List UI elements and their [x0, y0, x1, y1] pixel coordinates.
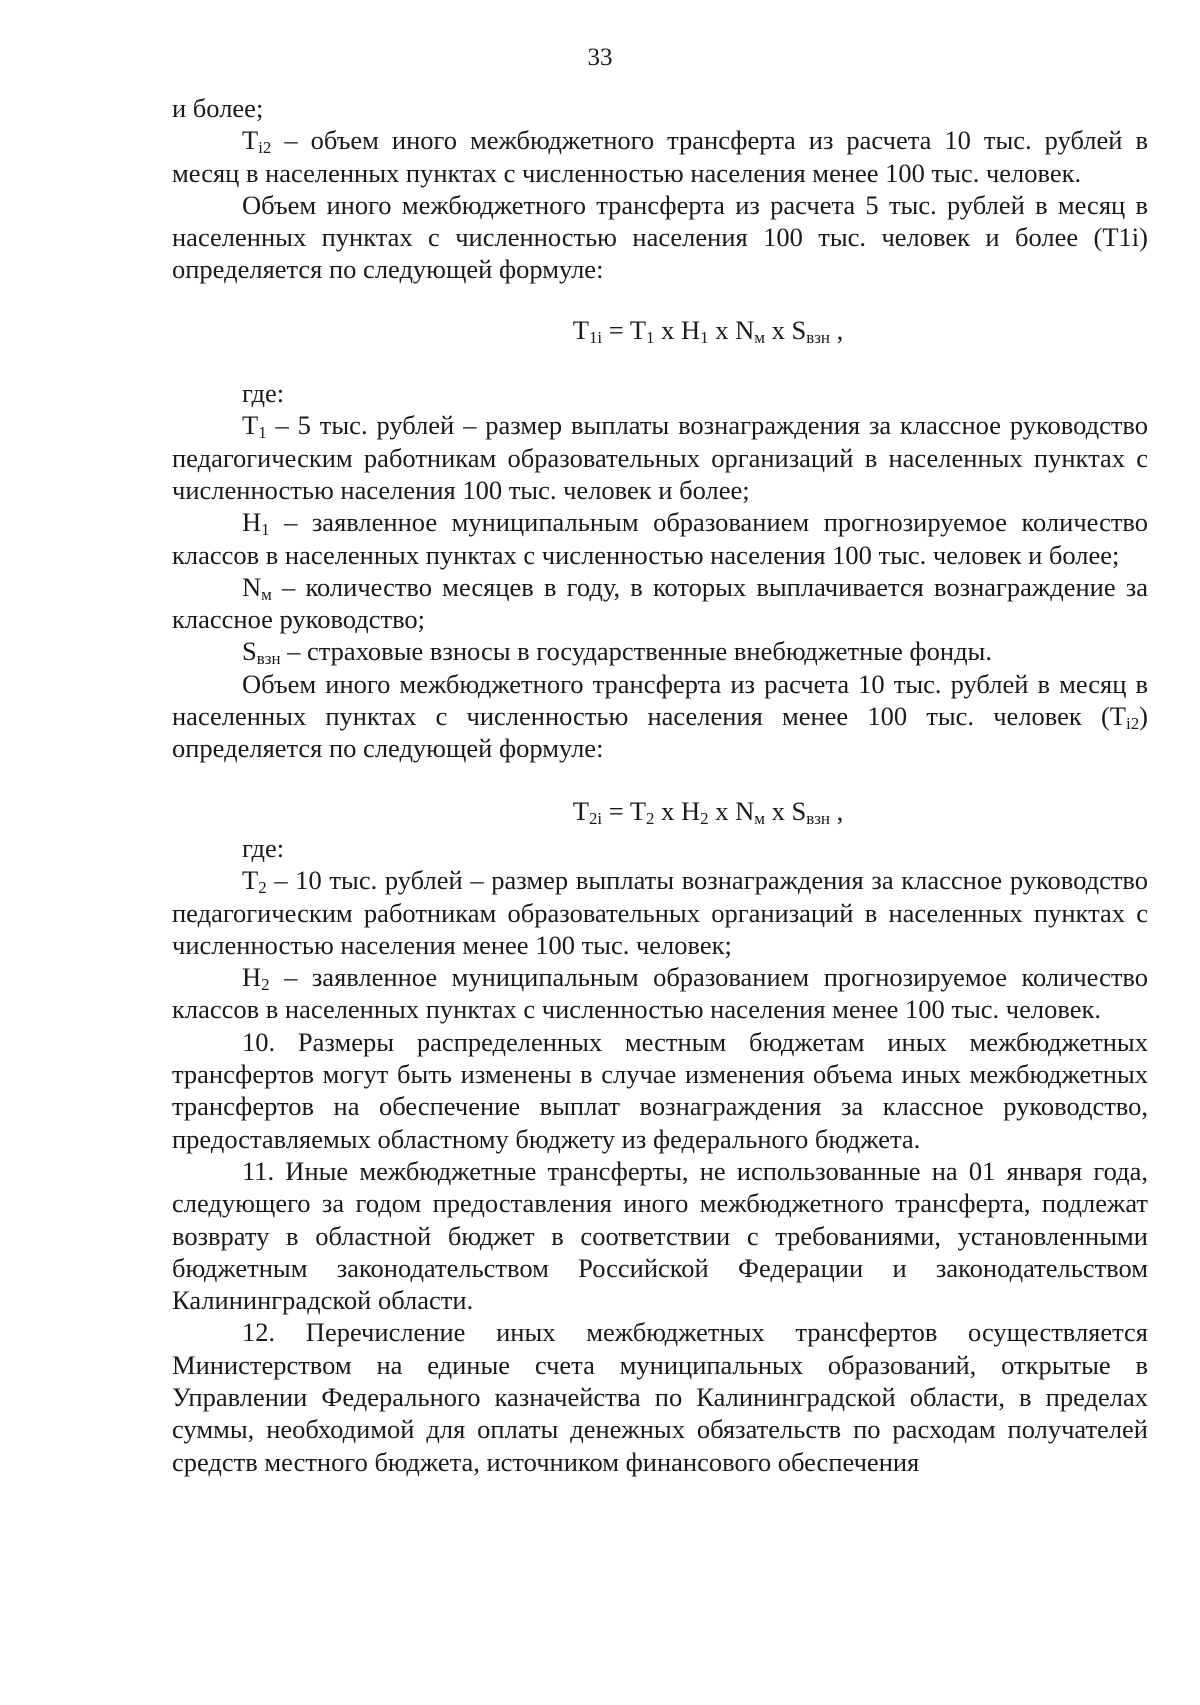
paragraph: Объем иного межбюджетного трансферта из расчета 10 тыс. рублей в месяц в населенных пунктах с численностью населения менее 100 тыс. человек $(T_{i2})$ определяется по следующей формуле: [172, 668, 1148, 764]
paragraph: и более; [172, 93, 264, 123]
paragraph: 10. Размеры распределенных местным бюджетам иных межбюджетных трансфертов могут быть изменены в случае изменения объема иных межбюджетных трансфертов на обеспечение выплат вознаграждения за классное руководство, предоставляемых областному бюджету из федерального бюджета. [172, 1026, 1148, 1154]
paragraph: где: [242, 832, 285, 863]
paragraph: $T_2 - 10$ тыс. рублей – размер выплаты вознаграждения за классное руководство педагогическим работникам образовательных организаций в населенных пунктах с численностью населения менее 100 тыс. человек; [172, 865, 1148, 960]
paragraph: $H_2$ – заявленное муниципальным образованием прогнозируемое количество классов в населенных пунктах с численностью населения менее 100 тыс. человек. [172, 962, 1148, 1025]
paragraph: 11. Иные межбюджетные трансферты, не использованные на 01 января года, следующего за годом предоставления иного межбюджетного трансферта, подлежат возврату в областной бюджет в соответствии с требованиями, установленными бюджетным законодательством Российской Федерации и законодательством Калининградской области. [172, 1155, 1148, 1316]
paragraph: $N_м$ – количество месяцев в году, в которых выплачивается вознаграждение за классное руководство; [172, 571, 1148, 635]
paragraph: Объем иного межбюджетного трансферта из расчета 5 тыс. рублей в месяц в населенных пунктах с численностью населения 100 тыс. человек и более (T1i) определяется по следующей формуле: [172, 189, 1148, 285]
paragraph: $S_{взн}$ – страховые взносы в государственные внебюджетные фонды. [242, 636, 992, 669]
paragraph: $T_1 - 5$ тыс. рублей – размер выплаты вознаграждения за классное руководство педагогическим работникам образовательных организаций в населенных пунктах с численностью населения 100 тыс. человек и более; [172, 410, 1148, 505]
paragraph: 12. Перечисление иных межбюджетных трансфертов осуществляется Министерством на единые счета муниципальных образований, открытые в Управлении Федерального казначейства по Калининградской области, в пределах суммы, необходимой для оплаты денежных обязательств по расходам получателей средств местного бюджета, источником финансового обеспечения [172, 1317, 1148, 1477]
paragraph: $T_{i2}$ – объем иного межбюджетного трансферта из расчета 10 тыс. рублей в месяц в населенных пунктах с численностью населения менее 100 тыс. человек. [172, 125, 1148, 188]
formula: $T_{1i} = T_1$ x $H_1$ x $N_м$ x $S_{взн}$ , [572, 314, 844, 348]
document-body [172, 92, 1148, 1478]
paragraph: где: [242, 378, 285, 409]
page-number: 33 [587, 44, 613, 71]
formula: $T_{2i} = T_2$ x $H_2$ x $N_м$ x $S_{взн}$ , [572, 795, 844, 828]
paragraph: $H_1$ – заявленное муниципальным образованием прогнозируемое количество классов в населенных пунктах с численностью населения 100 тыс. человек и более; [172, 507, 1148, 570]
